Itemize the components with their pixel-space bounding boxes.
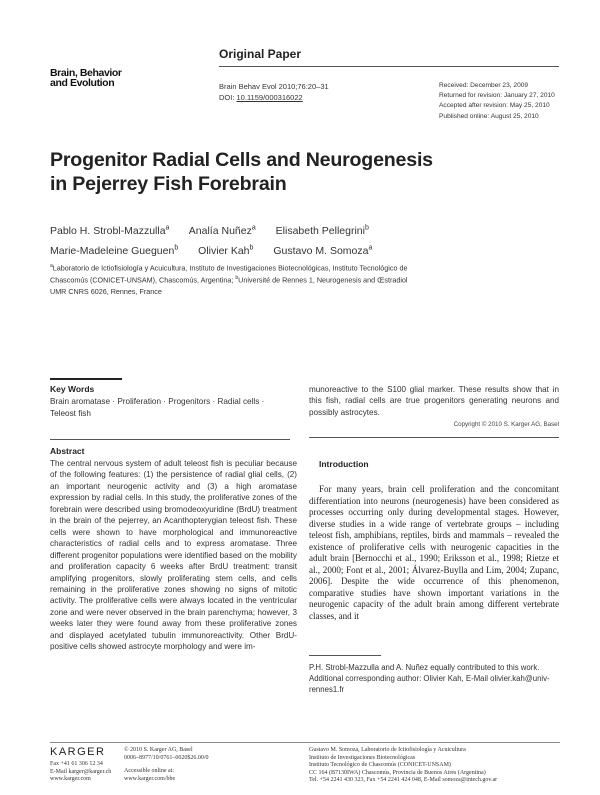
copyright-block	[124, 747, 209, 783]
abstract-continuation: munoreactive to the S100 glial marker. These results show that in this fish, radial cells are true progenitors generating neurons and possibly astrocytes.	[309, 385, 559, 417]
author: Analía Nuñez$^a$	[188, 224, 256, 237]
header-rule	[219, 66, 559, 67]
introduction-heading: Introduction	[319, 459, 369, 469]
note-rule	[309, 655, 381, 656]
journal-logo-line2: and Evolution	[50, 77, 115, 89]
copyright-line: © 2010 S. Karger AG, Basel	[124, 747, 193, 753]
affil-b-marker: b	[235, 275, 239, 282]
address-line: Tel. +54 2241 430 323, Fax +54 2241 424 048, E-Mail somoza@intech.gov.ar	[309, 777, 498, 783]
author: Olivier Kah$^b$	[198, 244, 254, 257]
author-row	[50, 240, 570, 261]
citation: Brain Behav Evol 2010;76:20–31	[219, 82, 329, 91]
address-line: Gustavo M. Somoza, Laboratorio de Ictiofisiología y Acuicultura	[309, 747, 466, 753]
author: Pablo H. Strobl-Mazzulla$^a$	[50, 224, 170, 237]
date-received: Received: December 23, 2009	[439, 82, 529, 89]
intro-paragraph: For many years, brain cell proliferation and the concomitant differentiation into neurons (neurogenesis) have been considered as processes occurring only during developmental stages. However, diverse studies in a wide range of vertebrate groups – including teleost fish, amphibians, reptiles, birds and mammals – revealed the existence of proliferative cells with neurogenic capacities in the adult brain [Bernocchi et al., 1990; Eriksson et al., 1998; Rietze et al., 2000; Font et al., 2001; Álvarez-Buylla and Lim, 2004; Zupanc, 2006]. Despite the wide occurrence of this phenomenon, comparative studies have shown important variations in the neurogenic capacity of the adult brain among different vertebrate classes, and it	[309, 484, 559, 622]
address-line: Instituto de Investigaciones Biotecnológicas	[309, 754, 416, 761]
citation-block	[219, 81, 329, 103]
journal-url-link[interactable]: www.karger.com/bbe	[124, 775, 176, 782]
correspondence-address	[309, 747, 497, 785]
author: Elisabeth Pellegrini$^b$	[275, 224, 369, 237]
affil-a-marker: a	[50, 263, 53, 269]
author-note	[309, 662, 559, 696]
doi-line	[219, 92, 329, 103]
abstract-copyright: Copyright © 2010 S. Karger AG, Basel	[453, 421, 559, 428]
footer-rule	[50, 742, 560, 743]
doi-link[interactable]: 10.1159/000316022	[236, 93, 303, 102]
correspondence-note: Additional corresponding author: Olivier Kah, E-Mail olivier.kah@univ-rennes1.fr	[309, 674, 550, 695]
article-dates	[439, 81, 555, 122]
doi-prefix: DOI:	[219, 93, 237, 102]
title-line2: in Pejerrey Fish Forebrain	[50, 173, 287, 195]
website-link[interactable]: www.karger.com	[50, 776, 91, 782]
address-line: Instituto Tecnológico de Chascomús (CONICET-UNSAM)	[309, 762, 451, 768]
keywords-text: Brain aromatase · Proliferation · Progenitors · Radial cells · Teleost fish	[50, 397, 265, 418]
affil-a: Laboratorio de Ictiofisiología y Acuicultura, Instituto de Investigaciones Biotecnológicas, Instituto Tecnológico de Chascomús (CONICET-UNSAM), Chascomús, Argentina;	[50, 263, 408, 285]
affiliations	[50, 261, 420, 297]
author-row	[50, 219, 570, 240]
author: Gustavo M. Somoza$^a$	[273, 244, 373, 257]
paper-title	[50, 148, 570, 196]
intro-rule	[309, 437, 559, 438]
abstract-rule	[50, 439, 290, 440]
author: Marie-Madeleine Gueguen$^b$	[50, 244, 179, 257]
journal-logo-line1: Brain, Behavior	[50, 67, 122, 79]
title-line1: Progenitor Radial Cells and Neurogenesis	[50, 149, 433, 171]
keywords-rule	[50, 378, 122, 380]
email[interactable]: E-Mail karger@karger.ch	[50, 768, 112, 775]
fax: Fax +41 61 306 12 34	[50, 761, 103, 767]
introduction-text	[309, 484, 559, 623]
author-list	[50, 219, 570, 260]
equal-contribution-note: P.H. Strobl-Mazzulla and A. Nuñez equally contributed to this work.	[309, 663, 540, 672]
date-accepted: Accepted after revision: May 25, 2010	[439, 102, 550, 110]
address-line: CC 164 (B7130IWA) Chascomús, Provincia de Buenos Aires (Argentina)	[309, 769, 486, 776]
affil-b: Université de Rennes 1, Neurogenesis and Œstradiol UMR CNRS 6026, Rennes, France	[50, 275, 408, 296]
keywords-heading: Key Words	[50, 384, 95, 394]
date-published: Published online: August 25, 2010	[439, 112, 539, 120]
abstract-text: The central nervous system of adult teleost fish is peculiar because of the following features: (1) the persistence of radial glial cells, (2) an important neurogenic activity and (3) a high aromatase expression by radial cells. In this study, the proliferative zones of the forebrain were described using bromodeoxyuridine (BrdU) treatment in the brain of the pejerrey, an Acanthopterygian teleost fish. These cells were shown to have morphological and immunoreactive characteristics of radial cells and to express aromatase. Three different progenitor populations were identified based on the mobility and proliferation capacity 6 weeks after BrdU treatment: transit amplifying progenitors, slowly proliferating stem cells, and cells remaining in the proliferative zones showing no signs of mitotic activity. The proliferative cells were always located in the ventricular zone and were never observed in the brain parenchyma; however, 3 weeks later they were found away from these proliferative zones and displayed acetylated tubulin immunoreactivity. Other BrdU-positive cells showed astrocyte morphology and were im-	[50, 459, 297, 652]
publisher-logo: KARGER	[50, 746, 106, 758]
abstract-heading: Abstract	[50, 446, 85, 456]
date-returned: Returned for revision: January 27, 2010	[439, 92, 555, 100]
section-label: Original Paper	[219, 47, 302, 61]
publisher-contact	[50, 761, 111, 784]
issn-line: 0006–8977/10/0761–0020$26.00/0	[124, 754, 209, 761]
journal-logo	[50, 68, 132, 88]
accessible-online: Accessible online at:	[124, 768, 174, 774]
